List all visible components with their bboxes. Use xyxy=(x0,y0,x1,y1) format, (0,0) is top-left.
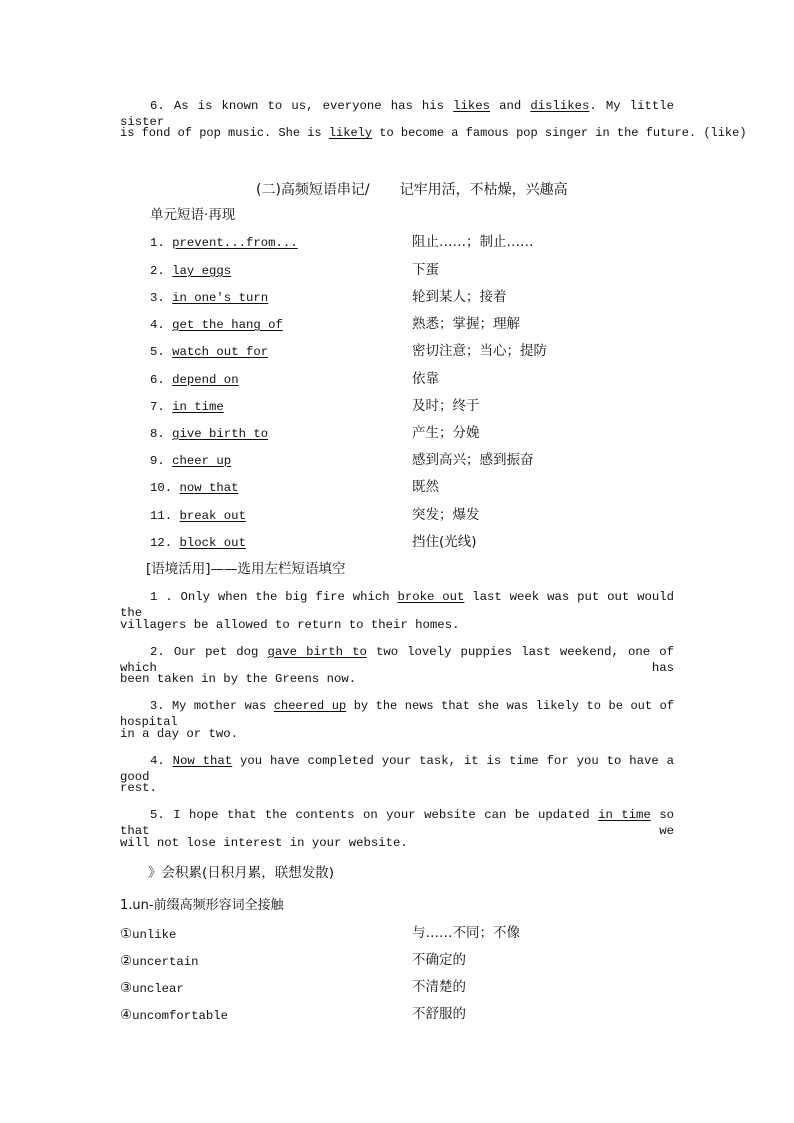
sentence-6-line-2 xyxy=(120,125,747,141)
accumulate-label: 》会积累(日积月累，联想发散) xyxy=(148,865,335,881)
phrase-en: give birth to xyxy=(172,427,269,441)
phrase-cn: 突发；爆发 xyxy=(412,507,480,523)
un-word-en: uncertain xyxy=(132,955,199,969)
answer-blank: dislikes xyxy=(530,99,590,113)
phrase-item: 5. watch out for xyxy=(150,345,269,359)
phrase-item: 2. lay eggs xyxy=(150,264,232,278)
phrase-en: in one's turn xyxy=(172,291,269,305)
un-word-item: ③unclear xyxy=(120,980,184,996)
un-prefix-heading: 1.un-前缀高频形容词全接触 xyxy=(120,898,284,913)
exercise-3-line-1: 3. My mother was cheered up by the news that she was likely to be out of hospital xyxy=(120,699,674,729)
answer-blank: gave birth to xyxy=(267,645,367,659)
phrase-en: block out xyxy=(179,536,246,550)
answer-blank: cheered up xyxy=(273,699,347,713)
text: is fond of pop music. She is xyxy=(120,126,329,140)
phrase-cn: 挡住(光线) xyxy=(412,534,477,550)
exercise-3-line-2: in a day or two. xyxy=(120,727,239,741)
phrase-item: 1. prevent...from... xyxy=(150,236,298,250)
phrase-cn: 阻止……；制止…… xyxy=(412,234,534,250)
un-word-cn: 不舒服的 xyxy=(412,1006,466,1022)
un-word-en: unclear xyxy=(132,982,184,996)
section-heading xyxy=(256,179,568,199)
phrase-item: 12. block out xyxy=(150,536,246,550)
phrase-cn: 产生；分娩 xyxy=(412,425,480,441)
phrase-item: 9. cheer up xyxy=(150,454,232,468)
phrase-cn: 熟悉；掌握；理解 xyxy=(412,316,520,332)
text: and xyxy=(490,99,531,113)
answer-blank: likely xyxy=(328,126,373,140)
text: to become a famous pop singer in the future. (like) xyxy=(372,126,747,140)
un-word-en: unlike xyxy=(132,928,177,942)
un-word-cn: 不确定的 xyxy=(412,952,466,968)
phrase-item: 7. in time xyxy=(150,400,224,414)
phrase-en: get the hang of xyxy=(172,318,283,332)
un-word-item: ①unlike xyxy=(120,926,177,942)
phrase-cn: 密切注意；当心；提防 xyxy=(412,343,547,359)
exercise-5-line-1: 5. I hope that the contents on your website can be updated in time so that we xyxy=(120,808,674,838)
text: . My little sister xyxy=(120,99,674,129)
phrase-cn: 感到高兴；感到振奋 xyxy=(412,452,534,468)
phrase-item: 11. break out xyxy=(150,509,246,523)
section-heading-right: 记牢用活，不枯燥，兴趣高 xyxy=(399,182,568,198)
phrase-item: 10. now that xyxy=(150,481,239,495)
answer-blank: in time xyxy=(598,808,651,822)
un-word-cn: 不清楚的 xyxy=(412,979,466,995)
exercise-2-line-2: been taken in by the Greens now. xyxy=(120,672,357,686)
text: 6. As is known to us, everyone has his xyxy=(150,99,454,113)
phrase-en: in time xyxy=(172,400,224,414)
un-word-cn: 与……不同；不像 xyxy=(412,925,520,941)
phrase-item: 6. depend on xyxy=(150,373,239,387)
un-word-item: ②uncertain xyxy=(120,953,199,969)
un-word-item: ④uncomfortable xyxy=(120,1007,229,1023)
answer-blank: likes xyxy=(453,99,491,113)
exercise-label: [语境活用]——选用左栏短语填空 xyxy=(146,561,346,577)
phrase-en: watch out for xyxy=(172,345,269,359)
phrase-en: now that xyxy=(179,481,239,495)
phrase-en: lay eggs xyxy=(172,264,232,278)
answer-blank: broke out xyxy=(397,590,465,604)
un-word-en: uncomfortable xyxy=(132,1009,229,1023)
section-heading-left: (二)高频短语串记/ xyxy=(256,182,370,198)
phrase-item: 8. give birth to xyxy=(150,427,269,441)
exercise-1-line-1: 1 . Only when the big fire which broke out last week was put out would the xyxy=(120,590,674,620)
exercise-1-line-2: villagers be allowed to return to their homes. xyxy=(120,618,460,632)
exercise-4-line-1: 4. Now that you have completed your task, it is time for you to have a good xyxy=(120,754,674,784)
phrase-cn: 轮到某人；接着 xyxy=(412,289,507,305)
phrase-section-label: 单元短语·再现 xyxy=(150,207,236,223)
phrase-cn: 下蛋 xyxy=(412,262,439,278)
phrase-item: 4. get the hang of xyxy=(150,318,283,332)
phrase-cn: 依靠 xyxy=(412,371,439,387)
exercise-2-line-1: 2. Our pet dog gave birth to two lovely puppies last weekend, one of which has xyxy=(120,645,674,675)
phrase-en: cheer up xyxy=(172,454,232,468)
phrase-item: 3. in one's turn xyxy=(150,291,269,305)
exercise-5-line-2: will not lose interest in your website. xyxy=(120,836,408,850)
phrase-cn: 既然 xyxy=(412,479,439,495)
phrase-en: depend on xyxy=(172,373,239,387)
phrase-en: break out xyxy=(179,509,246,523)
phrase-cn: 及时；终于 xyxy=(412,398,480,414)
answer-blank: Now that xyxy=(172,754,233,768)
phrase-en: prevent...from... xyxy=(172,236,298,250)
exercise-4-line-2: rest. xyxy=(120,781,157,795)
